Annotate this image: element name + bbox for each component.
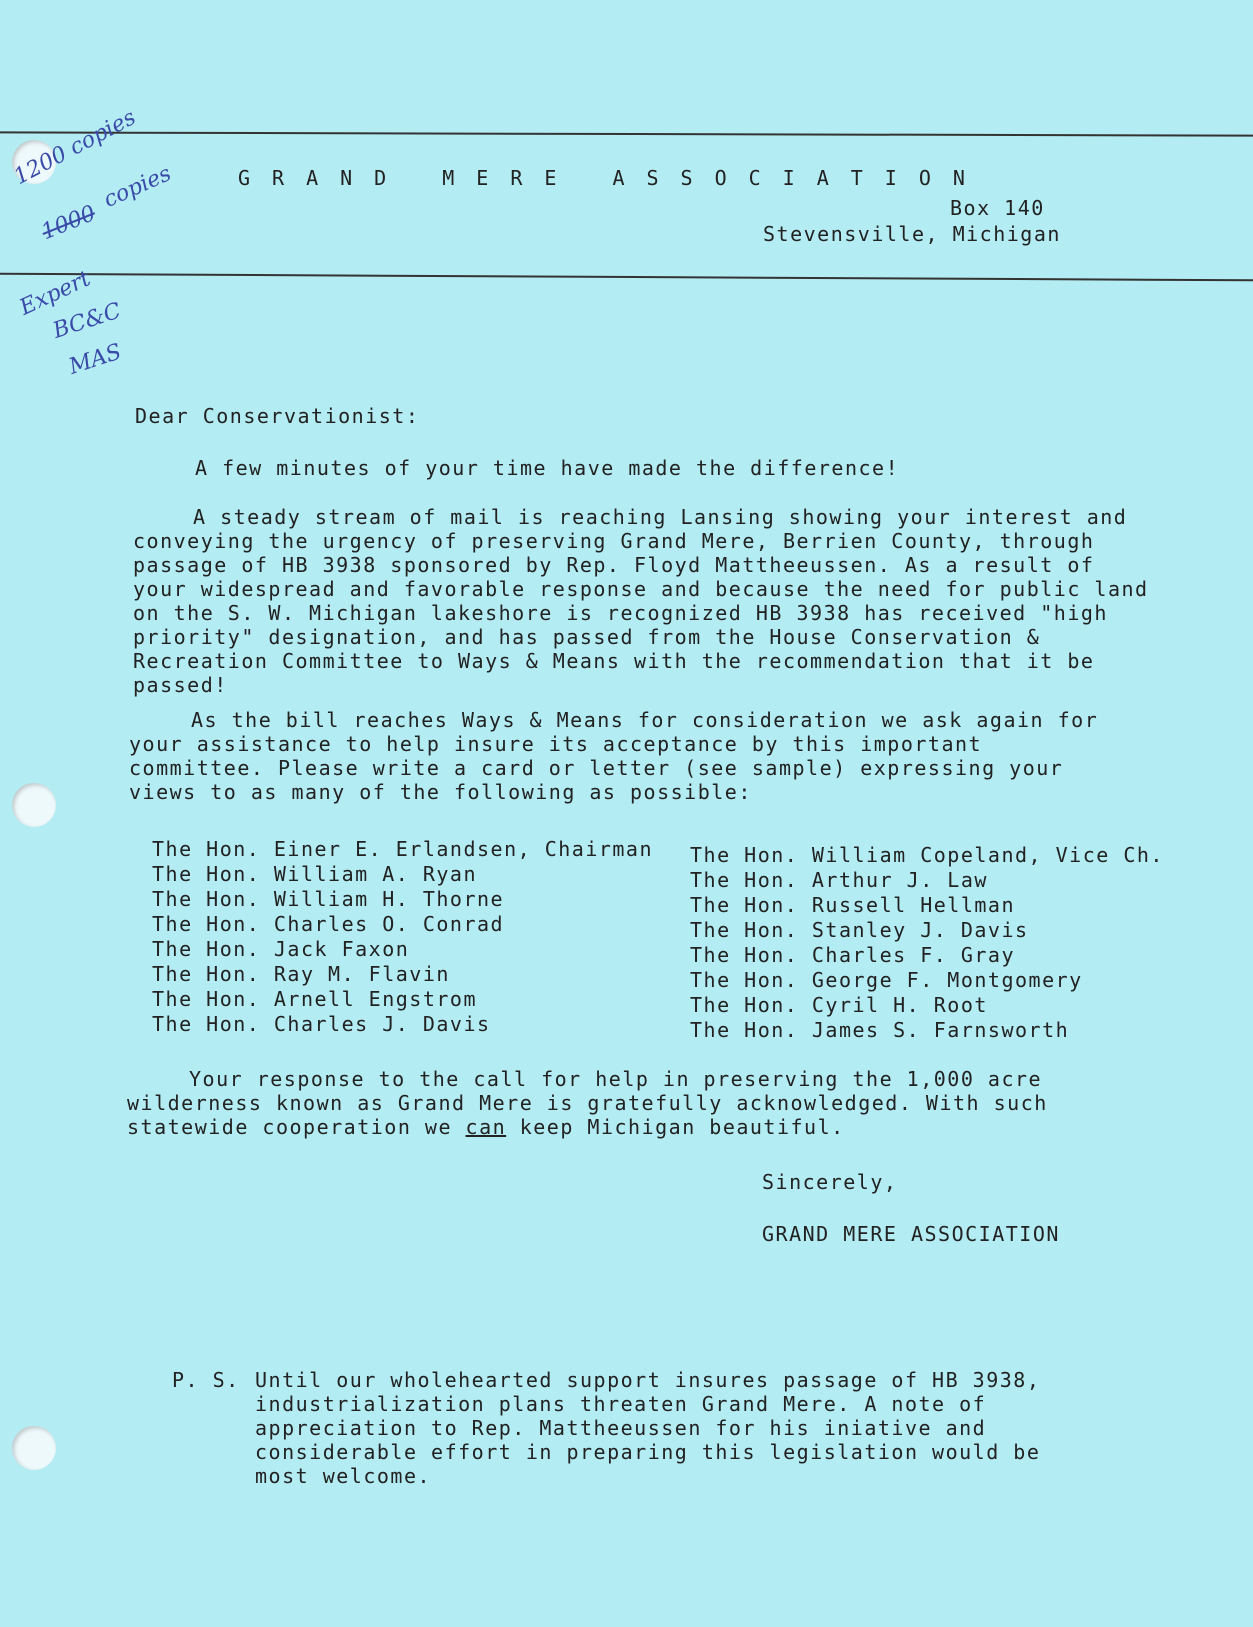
ps-label: P. S. <box>172 1368 240 1392</box>
handwritten-note-copies-2: copies <box>100 161 176 213</box>
committee-member: The Hon. Jack Faxon <box>152 937 410 961</box>
letterhead-box: Box 140 <box>950 196 1045 220</box>
paragraph-4: Your response to the call for help in preserving the 1,000 acre wilderness known as Grand Mere is gratefully acknowledged. With such statewide cooperation we can keep Michigan beautiful. <box>127 1067 1048 1139</box>
signature: GRAND MERE ASSOCIATION <box>762 1222 1060 1246</box>
header-rule-bottom <box>0 273 1253 282</box>
committee-member: The Hon. Arthur J. Law <box>690 868 988 892</box>
committee-member: The Hon. James S. Farnsworth <box>690 1018 1070 1042</box>
binder-hole-bottom <box>12 1426 56 1470</box>
committee-member: The Hon. Russell Hellman <box>690 893 1015 917</box>
header-rule-top <box>0 131 1253 136</box>
committee-member: The Hon. Cyril H. Root <box>690 993 988 1017</box>
paragraph-3: As the bill reaches Ways & Means for consideration we ask again for your assistance to help insure its acceptance by this important committee. Please write a card or letter (see sample) expressing your views to as many of the following as possible: <box>129 708 1099 804</box>
committee-member: The Hon. Arnell Engstrom <box>152 987 477 1011</box>
closing: Sincerely, <box>762 1170 898 1194</box>
committee-member: The Hon. Charles O. Conrad <box>152 912 505 936</box>
committee-member: The Hon. Charles J. Davis <box>152 1012 491 1036</box>
committee-list-left <box>152 837 653 1037</box>
handwritten-note-copies: 1200 copies <box>10 105 141 191</box>
committee-member: The Hon. Charles F. Gray <box>690 943 1015 967</box>
binder-hole-middle <box>12 783 56 827</box>
committee-list-right <box>690 843 1164 1043</box>
salutation: Dear Conservationist: <box>135 404 420 428</box>
committee-member: The Hon. George F. Montgomery <box>690 968 1083 992</box>
ps-text: Until our wholehearted support insures passage of HB 3938, industrialization plans threaten Grand Mere. A note of appreciation to Rep. Mattheeussen for his iniative and considerable effort in preparing this legislation would be most welcome. <box>255 1368 1041 1488</box>
committee-member: The Hon. Stanley J. Davis <box>690 918 1029 942</box>
committee-member: The Hon. William H. Thorne <box>152 887 505 911</box>
handwritten-note-strike: 1000 <box>38 201 100 246</box>
committee-member: The Hon. Ray M. Flavin <box>152 962 450 986</box>
handwritten-note-mas: MAS <box>66 339 125 380</box>
handwritten-note-bcc: BC&C <box>50 298 125 344</box>
letterhead-city: Stevensville, Michigan <box>763 222 1061 246</box>
paragraph-1: A few minutes of your time have made the difference! <box>195 456 900 480</box>
letterhead-org: GRAND MERE ASSOCIATION <box>238 166 987 190</box>
underlined-word: can <box>465 1115 507 1139</box>
handwritten-note-expert: Expert <box>16 266 95 321</box>
committee-member: The Hon. William Copeland, Vice Ch. <box>690 843 1164 867</box>
committee-member: The Hon. Einer E. Erlandsen, Chairman <box>152 837 654 861</box>
committee-member: The Hon. William A. Ryan <box>152 862 477 886</box>
paragraph-2: A steady stream of mail is reaching Lansing showing your interest and conveying the urgency of preserving Grand Mere, Berrien County, through passage of HB 3938 sponsored by Rep. Floyd Mattheeussen. As a result of your widespread and favorable response and because the need for public land on the S. W. Michigan lakeshore is recognized HB 3938 has received "high priority" designation, and has passed from the House Conservation & Recreation Committee to Ways & Means with the recommendation that it be passed! <box>133 505 1149 697</box>
